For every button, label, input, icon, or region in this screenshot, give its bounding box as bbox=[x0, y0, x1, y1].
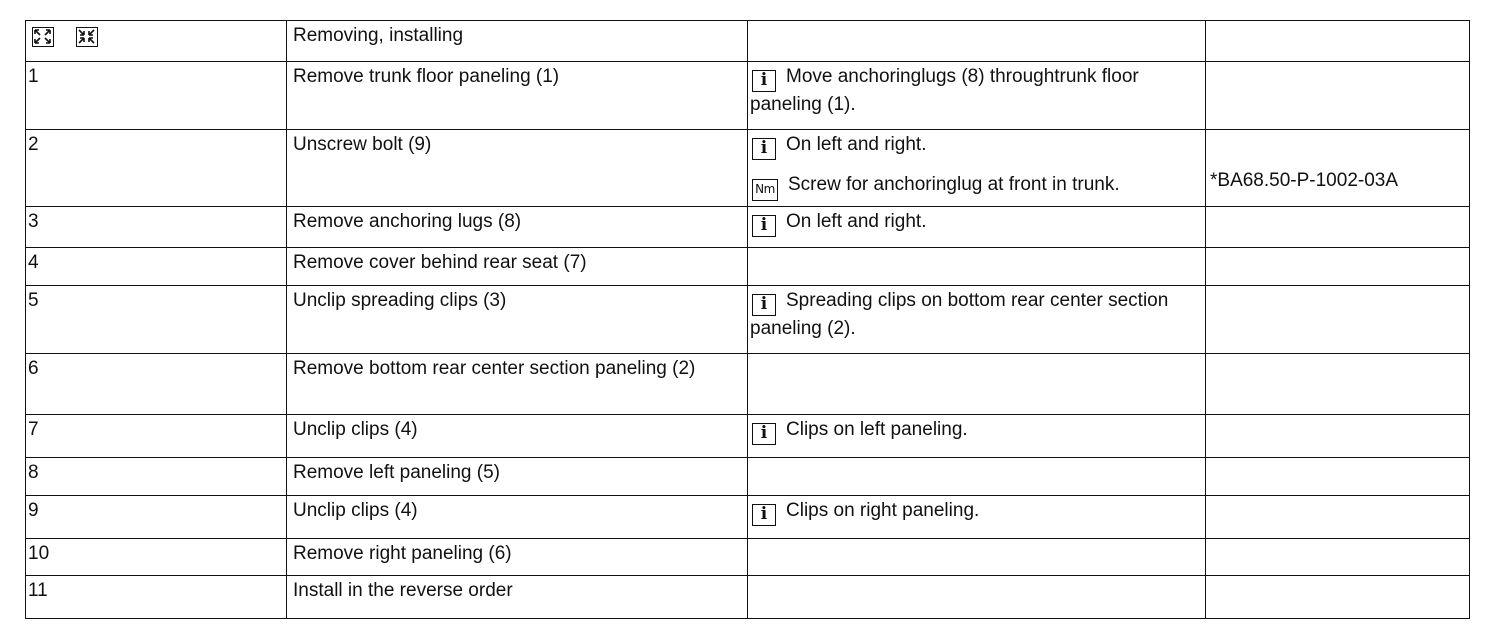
step-number-cell bbox=[26, 62, 287, 130]
step-notes-cell bbox=[748, 248, 1206, 286]
note-line bbox=[750, 417, 1205, 445]
step-action-cell bbox=[287, 576, 748, 619]
step-number-cell bbox=[26, 130, 287, 207]
info-icon[interactable]: i bbox=[752, 294, 776, 316]
header-title: Removing, installing bbox=[293, 25, 464, 46]
step-ref-cell bbox=[1206, 354, 1470, 415]
step-number-cell bbox=[26, 539, 287, 576]
info-icon[interactable]: i bbox=[752, 138, 776, 160]
step-action-cell bbox=[287, 130, 748, 207]
step-notes-cell bbox=[748, 354, 1206, 415]
note-line bbox=[750, 172, 1205, 201]
step-action: Unclip clips (4) bbox=[293, 500, 418, 521]
step-notes-cell bbox=[748, 130, 1206, 207]
step-action: Unclip spreading clips (3) bbox=[293, 290, 507, 311]
step-ref-cell bbox=[1206, 415, 1470, 458]
step-action: Remove anchoring lugs (8) bbox=[293, 211, 522, 232]
step-number-cell bbox=[26, 576, 287, 619]
step-number: 6 bbox=[28, 358, 39, 379]
header-icons-cell bbox=[26, 21, 287, 62]
step-number-cell bbox=[26, 458, 287, 496]
table-row bbox=[26, 576, 1470, 619]
note-line bbox=[750, 64, 1205, 117]
step-number-cell bbox=[26, 248, 287, 286]
table-row bbox=[26, 62, 1470, 130]
step-notes-cell bbox=[748, 458, 1206, 496]
note-text: Screw for anchoringlug at front in trunk. bbox=[788, 174, 1120, 195]
header-notes-cell bbox=[748, 21, 1206, 62]
note-text: Clips on left paneling. bbox=[786, 419, 968, 440]
step-number-cell bbox=[26, 496, 287, 539]
collapse-all-icon[interactable] bbox=[76, 27, 98, 47]
step-ref-cell bbox=[1206, 496, 1470, 539]
note-line bbox=[750, 209, 1205, 237]
header-ref-cell bbox=[1206, 21, 1470, 62]
step-ref-cell bbox=[1206, 286, 1470, 354]
note-text: Spreading clips on bottom rear center section paneling (2). bbox=[750, 290, 1169, 339]
info-icon[interactable]: i bbox=[752, 215, 776, 237]
info-icon[interactable]: i bbox=[752, 423, 776, 445]
step-action-cell bbox=[287, 496, 748, 539]
table-row bbox=[26, 496, 1470, 539]
table-row bbox=[26, 354, 1470, 415]
table-row bbox=[26, 415, 1470, 458]
step-ref-cell bbox=[1206, 62, 1470, 130]
expand-all-icon[interactable] bbox=[32, 27, 54, 47]
step-action-cell bbox=[287, 415, 748, 458]
step-ref-cell bbox=[1206, 539, 1470, 576]
step-number-cell bbox=[26, 415, 287, 458]
step-number: 4 bbox=[28, 252, 39, 273]
table-row bbox=[26, 286, 1470, 354]
torque-nm-icon[interactable]: Nm bbox=[752, 179, 778, 201]
table-row bbox=[26, 130, 1470, 207]
step-action: Remove trunk floor paneling (1) bbox=[293, 66, 560, 87]
step-notes-cell bbox=[748, 415, 1206, 458]
step-action: Remove right paneling (6) bbox=[293, 543, 512, 564]
step-number: 2 bbox=[28, 134, 39, 155]
table-row bbox=[26, 539, 1470, 576]
note-text: Clips on right paneling. bbox=[786, 500, 980, 521]
step-action-cell bbox=[287, 207, 748, 248]
step-notes-cell bbox=[748, 286, 1206, 354]
note-line bbox=[750, 498, 1205, 526]
note-line bbox=[750, 132, 1205, 160]
info-icon[interactable]: i bbox=[752, 70, 776, 92]
reference-link[interactable]: *BA68.50-P-1002-03A bbox=[1210, 170, 1399, 191]
step-ref-cell bbox=[1206, 130, 1470, 207]
step-number: 11 bbox=[28, 580, 48, 601]
note-text: Move anchoringlugs (8) throughtrunk floor paneling (1). bbox=[750, 66, 1139, 115]
step-notes-cell bbox=[748, 539, 1206, 576]
step-number: 8 bbox=[28, 462, 39, 483]
header-title-cell bbox=[287, 21, 748, 62]
table-row bbox=[26, 207, 1470, 248]
step-action-cell bbox=[287, 539, 748, 576]
step-action-cell bbox=[287, 62, 748, 130]
step-notes-cell bbox=[748, 207, 1206, 248]
step-action: Remove bottom rear center section paneling (2) bbox=[293, 358, 696, 379]
step-ref-cell bbox=[1206, 458, 1470, 496]
step-notes-cell bbox=[748, 62, 1206, 130]
step-action-cell bbox=[287, 458, 748, 496]
note-line bbox=[750, 288, 1205, 341]
step-notes-cell bbox=[748, 576, 1206, 619]
table-header-row bbox=[26, 21, 1470, 62]
step-action-cell bbox=[287, 248, 748, 286]
step-notes-cell bbox=[748, 496, 1206, 539]
step-action: Remove cover behind rear seat (7) bbox=[293, 252, 587, 273]
step-ref-cell bbox=[1206, 248, 1470, 286]
step-action: Install in the reverse order bbox=[293, 580, 513, 601]
step-action: Remove left paneling (5) bbox=[293, 462, 500, 483]
step-number: 9 bbox=[28, 500, 39, 521]
step-number: 5 bbox=[28, 290, 39, 311]
table-row bbox=[26, 248, 1470, 286]
step-number: 3 bbox=[28, 211, 39, 232]
step-ref-cell bbox=[1206, 207, 1470, 248]
step-number-cell bbox=[26, 286, 287, 354]
note-text: On left and right. bbox=[786, 134, 927, 155]
step-action: Unscrew bolt (9) bbox=[293, 134, 432, 155]
procedure-table bbox=[25, 20, 1470, 619]
step-ref-cell bbox=[1206, 576, 1470, 619]
table-row bbox=[26, 458, 1470, 496]
step-action: Unclip clips (4) bbox=[293, 419, 418, 440]
step-number: 10 bbox=[28, 543, 50, 564]
note-text: On left and right. bbox=[786, 211, 927, 232]
step-number: 1 bbox=[28, 66, 39, 87]
step-number: 7 bbox=[28, 419, 39, 440]
step-number-cell bbox=[26, 354, 287, 415]
step-action-cell bbox=[287, 286, 748, 354]
step-action-cell bbox=[287, 354, 748, 415]
info-icon[interactable]: i bbox=[752, 504, 776, 526]
step-number-cell bbox=[26, 207, 287, 248]
procedure-table-wrapper bbox=[25, 20, 1469, 619]
